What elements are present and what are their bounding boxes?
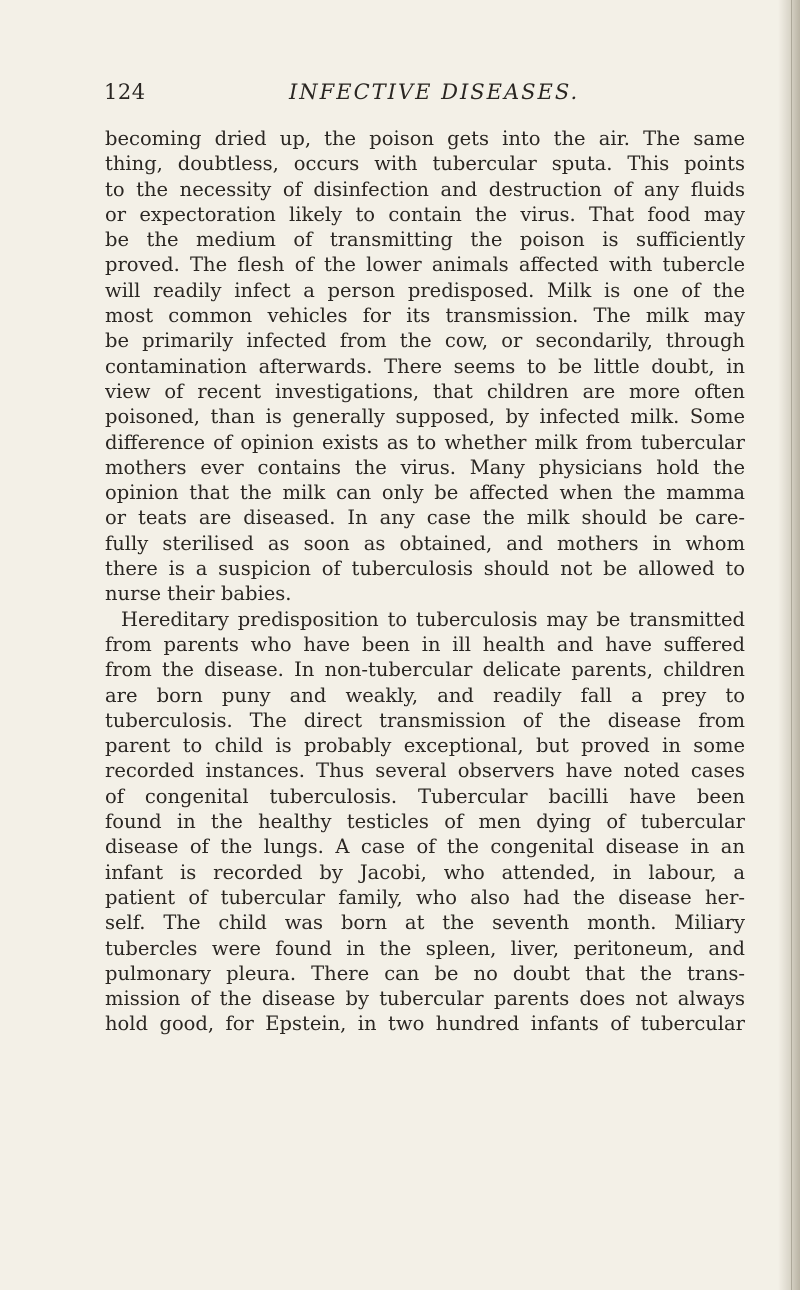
page-header [104,80,744,110]
text-line: there is a suspicion of tuberculosis should not be allowed to [105,557,745,581]
text-line: hold good, for Epstein, in two hundred infants of tubercular [105,1012,745,1036]
text-line: thing, doubtless, occurs with tubercular sputa. This points [105,152,745,176]
text-line: contamination afterwards. There seems to be little doubt, in [105,354,745,378]
text-line: mission of the disease by tubercular parents does not always [105,987,745,1011]
text-line: will readily infect a person predisposed. Milk is one of the [105,278,745,302]
text-line: mothers ever contains the virus. Many physicians hold the [105,455,745,479]
text-line: opinion that the milk can only be affected when the mamma [105,481,745,505]
text-line: most common vehicles for its transmission. The milk may [105,304,745,328]
text-line: self. The child was born at the seventh month. Miliary [105,911,745,935]
text-line: from the disease. In non-tubercular delicate parents, children [105,658,745,682]
body-text [105,126,745,1037]
text-line: difference of opinion exists as to whether milk from tubercular [105,430,745,454]
page-edge-line [791,0,792,1290]
text-line: from parents who have been in ill health and have suffered [105,632,745,656]
text-line: becoming dried up, the poison gets into the air. The same [105,127,745,150]
text-line: infant is recorded by Jacobi, who attended, in labour, a [105,860,745,884]
text-line: are born puny and weakly, and readily fall a prey to [105,683,745,707]
text-line: tubercles were found in the spleen, liver, peritoneum, and [105,936,745,960]
text-line: disease of the lungs. A case of the congenital disease in an [105,835,745,859]
text-line: recorded instances. Thus several observers have noted cases [105,759,745,783]
text-line: fully sterilised as soon as obtained, and mothers in whom [105,531,745,555]
text-line: or expectoration likely to contain the virus. That food may [105,202,745,226]
text-line: patient of tubercular family, who also had the disease her- [105,885,745,909]
text-line: parent to child is probably exceptional, but proved in some [105,734,745,758]
text-line: be primarily infected from the cow, or secondarily, through [105,329,745,353]
running-head: INFECTIVE DISEASES. [289,80,580,104]
text-line: of congenital tuberculosis. Tubercular bacilli have been [105,784,745,808]
page-edge-shadow [778,0,800,1290]
text-line: view of recent investigations, that children are more often [105,379,745,403]
text-line: tuberculosis. The direct transmission of the disease from [105,708,745,732]
text-line: pulmonary pleura. There can be no doubt that the trans- [105,961,745,985]
paragraph-start-line: Hereditary predisposition to tuberculosis may be transmitted [121,607,745,631]
text-line: found in the healthy testicles of men dying of tubercular [105,810,745,834]
text-line: or teats are diseased. In any case the milk should be care- [105,506,745,530]
text-line: poisoned, than is generally supposed, by infected milk. Some [105,405,745,429]
text-line: be the medium of transmitting the poison is sufficiently [105,228,745,252]
text-line: proved. The flesh of the lower animals affected with tubercle [105,253,745,277]
paragraph-end-line: nurse their babies. [105,582,292,606]
text-line: to the necessity of disinfection and destruction of any fluids [105,177,745,201]
page-number: 124 [104,80,146,104]
